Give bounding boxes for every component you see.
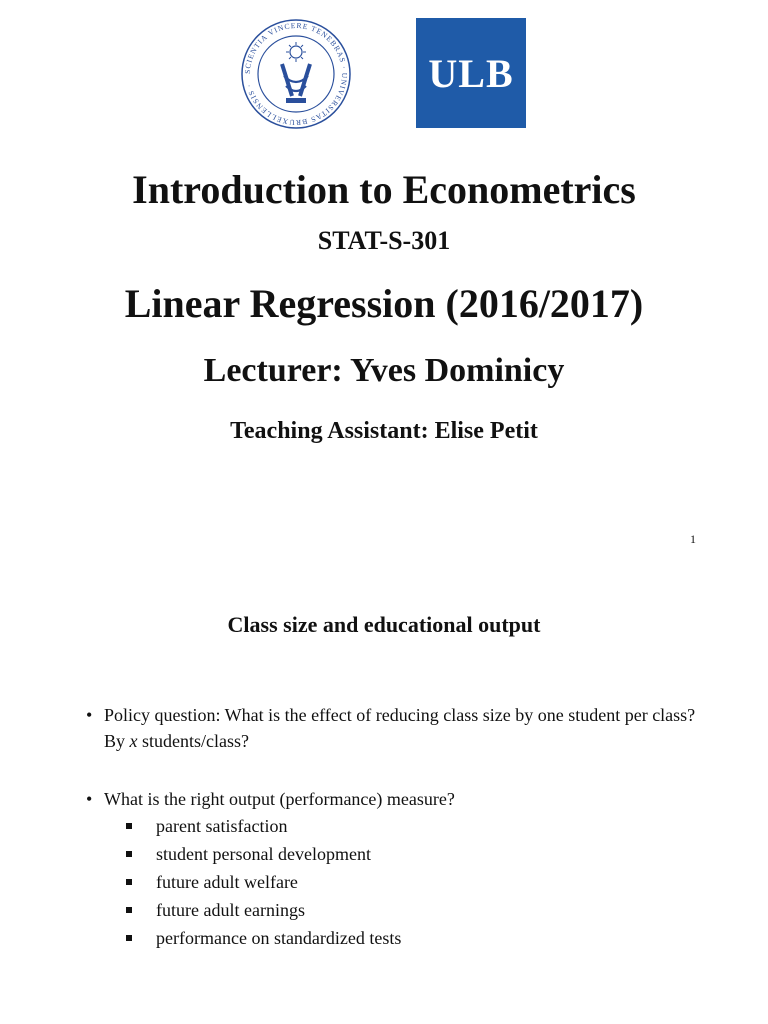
bullet-text: What is the right output (performance) measure?	[104, 789, 455, 809]
list-item-text: future adult earnings	[156, 900, 305, 920]
list-item-text: student personal development	[156, 844, 371, 864]
svg-text:SCIENTIA VINCERE TENEBRAS · UN: SCIENTIA VINCERE TENEBRAS · UNIVERSITAS BRUXELLENSIS ·	[242, 20, 350, 128]
ulb-logo-text: ULB	[428, 50, 514, 96]
bullet-text-part: Policy question: What is the effect of reducing class size by one student per class? By	[104, 705, 696, 751]
bullet-policy-question	[86, 702, 706, 754]
list-item-text: parent satisfaction	[156, 816, 288, 836]
bullet-dot: •	[86, 789, 93, 809]
square-bullet	[86, 924, 156, 952]
list-item-text: performance on standardized tests	[156, 928, 402, 948]
square-bullet	[86, 896, 156, 924]
measure-list	[86, 812, 706, 952]
square-bullet	[86, 840, 156, 868]
list-item	[86, 868, 706, 896]
bullet-dot: •	[86, 705, 93, 725]
document-subtitle: Linear Regression (2016/2017)	[124, 281, 644, 326]
list-item	[86, 812, 706, 840]
assistant-line: Teaching Assistant: Elise Petit	[230, 418, 538, 444]
course-code: STAT-S-301	[317, 226, 451, 255]
logo-bar	[0, 18, 768, 130]
list-item-text: future adult welfare	[156, 872, 298, 892]
list-item	[86, 896, 706, 924]
ulb-logo	[416, 18, 526, 128]
bullet-output-measure	[86, 786, 706, 952]
bullet-text-part: students/class?	[137, 731, 249, 751]
list-item	[86, 840, 706, 868]
university-seal-logo	[240, 18, 352, 130]
square-bullet	[86, 868, 156, 896]
lecturer-line: Lecturer: Yves Dominicy	[203, 352, 565, 389]
list-item	[86, 924, 706, 952]
variable-x: x	[129, 731, 138, 751]
page-number: 1	[690, 532, 696, 546]
section-title: Class size and educational output	[227, 612, 541, 637]
document-title: Introduction to Econometrics	[132, 167, 636, 212]
bullet-text	[104, 702, 706, 754]
square-bullet	[86, 812, 156, 840]
